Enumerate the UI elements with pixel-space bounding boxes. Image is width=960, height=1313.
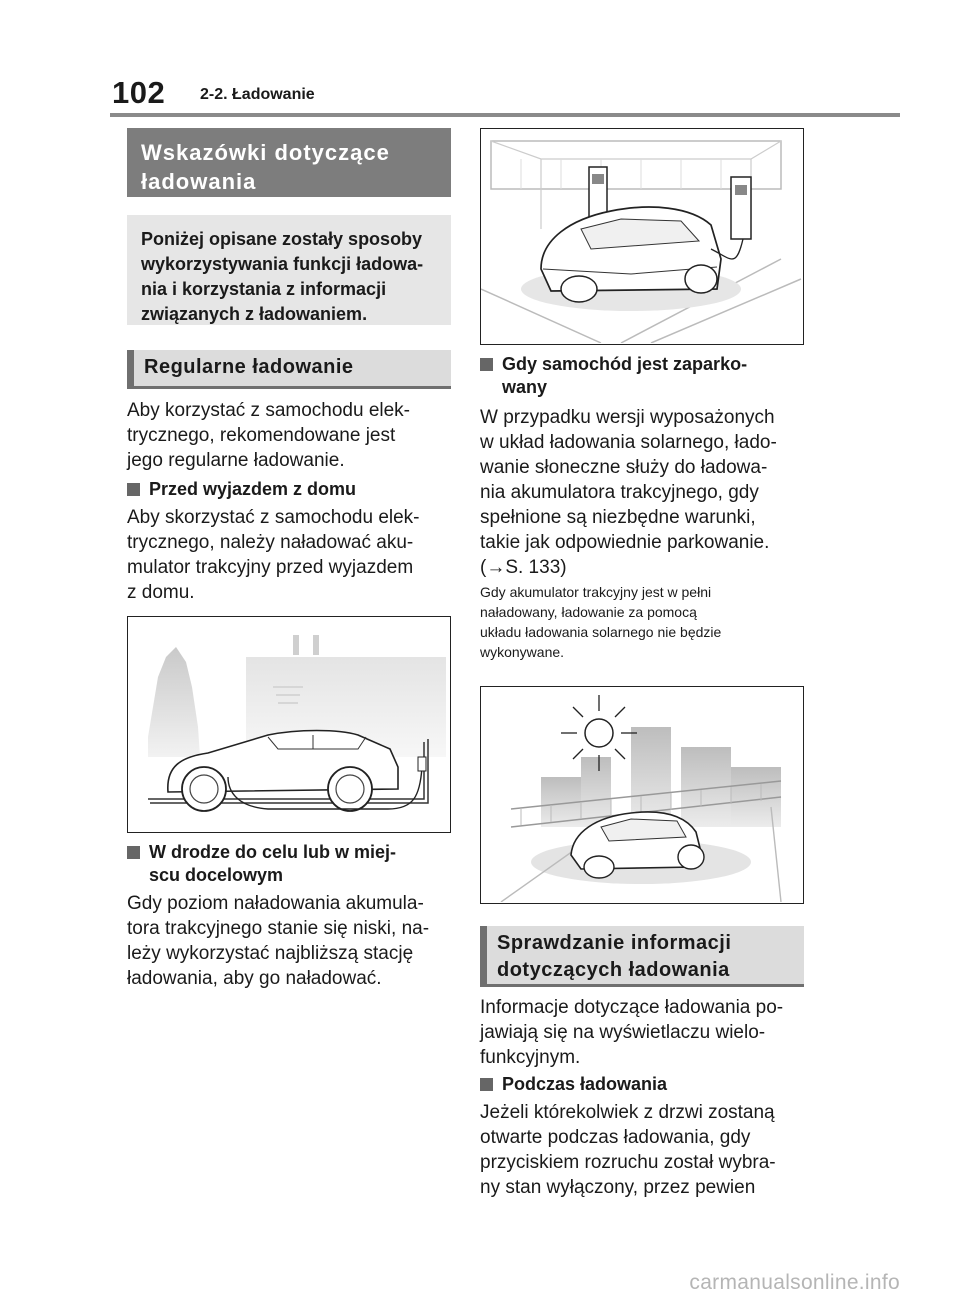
during-charging-heading <box>480 1073 804 1096</box>
intro-box <box>127 215 451 325</box>
before-departure-heading <box>127 478 451 501</box>
text-line: nia akumulatora trakcyjnego, gdy <box>480 482 759 503</box>
note-line: naładowany, ładowanie za pomocą <box>480 604 697 620</box>
note-line: Gdy akumulator trakcyjny jest w pełni <box>480 584 712 600</box>
regular-charging-heading-text: Regularne ładowanie <box>144 356 354 378</box>
text-line: przyciskiem rozruchu został wybra- <box>480 1152 776 1173</box>
en-route-text <box>127 891 451 991</box>
square-bullet-icon <box>480 1078 493 1091</box>
page-reference[interactable]: (→S. 133) <box>480 557 567 578</box>
solar-charging-illustration <box>480 686 804 904</box>
text-line: W przypadku wersji wyposażonych <box>480 407 775 428</box>
subhead-text: Podczas ładowania <box>502 1074 668 1094</box>
intro-line: wykorzystywania funkcji ładowa- <box>141 254 424 274</box>
heading-underline <box>127 386 451 389</box>
text-line: takie jak odpowiednie parkowanie. <box>480 532 770 553</box>
parked-text <box>480 405 810 580</box>
charging-station-illustration <box>480 128 804 345</box>
text-line: mulator trakcyjny przed wyjazdem <box>127 557 414 578</box>
text-line: w układ ładowania solarnego, łado- <box>480 432 777 453</box>
watermark: carmanualsonline.info <box>689 1271 900 1294</box>
square-bullet-icon <box>127 483 140 496</box>
text-line: trycznego, należy naładować aku- <box>127 532 414 553</box>
regular-charging-text <box>127 398 451 473</box>
text-line: Aby korzystać z samochodu elek- <box>127 400 411 421</box>
text-line: Jeżeli którekolwiek z drzwi zostaną <box>480 1102 775 1123</box>
intro-line: Poniżej opisane zostały sposoby <box>141 229 423 249</box>
subhead-text-line1: W drodze do celu lub w miej- <box>149 842 397 862</box>
check-info-text <box>480 995 810 1070</box>
subhead-text-line2: wany <box>502 377 548 397</box>
intro-line: związanych z ładowaniem. <box>141 304 368 324</box>
note-line: wykonywane. <box>480 644 565 660</box>
square-bullet-icon <box>127 846 140 859</box>
regular-charging-heading <box>127 350 451 386</box>
text-line: Informacje dotyczące ładowania po- <box>480 997 784 1018</box>
tips-heading-line2: ładowania <box>141 169 257 194</box>
text-line: ny stan wyłączony, przez pewien <box>480 1177 756 1198</box>
subhead-text: Przed wyjazdem z domu <box>149 479 357 499</box>
text-line: wanie słoneczne służy do ładowa- <box>480 457 768 478</box>
before-departure-text <box>127 505 451 605</box>
subhead-text-line2: scu docelowym <box>149 865 284 885</box>
text-line: funkcyjnym. <box>480 1047 581 1068</box>
heading-underline <box>480 984 804 987</box>
en-route-heading <box>127 841 451 887</box>
parked-heading <box>480 353 804 399</box>
text-line: otwarte podczas ładowania, gdy <box>480 1127 751 1148</box>
text-line: tora trakcyjnego stanie się niski, na- <box>127 918 430 939</box>
text-line: ładowania, aby go naładować. <box>127 968 382 989</box>
tips-heading-line1: Wskazówki dotyczące <box>141 140 390 165</box>
home-charging-illustration <box>127 616 451 833</box>
check-info-heading-line1: Sprawdzanie informacji <box>497 932 732 954</box>
text-line: trycznego, rekomendowane jest <box>127 425 396 446</box>
text-line: z domu. <box>127 582 195 603</box>
text-line: Aby skorzystać z samochodu elek- <box>127 507 420 528</box>
text-line: leży wykorzystać najbliższą stację <box>127 943 414 964</box>
during-charging-text <box>480 1100 810 1200</box>
square-bullet-icon <box>480 358 493 371</box>
text-line: spełnione są niezbędne warunki, <box>480 507 756 528</box>
intro-line: nia i korzystania z informacji <box>141 279 387 299</box>
section-title: 2-2. Ładowanie <box>200 86 315 103</box>
text-line: jawiają się na wyświetlaczu wielo- <box>480 1022 766 1043</box>
text-line: Gdy poziom naładowania akumula- <box>127 893 424 914</box>
header-rule <box>110 113 900 117</box>
solar-note <box>480 582 804 662</box>
tips-heading <box>127 128 451 197</box>
note-line: układu ładowania solarnego nie będzie <box>480 624 722 640</box>
text-line: jego regularne ładowanie. <box>127 450 345 471</box>
page-number: 102 <box>112 75 166 110</box>
check-info-heading-line2: dotyczących ładowania <box>497 959 730 981</box>
check-info-heading <box>480 926 804 984</box>
subhead-text-line1: Gdy samochód jest zaparko- <box>502 354 748 374</box>
